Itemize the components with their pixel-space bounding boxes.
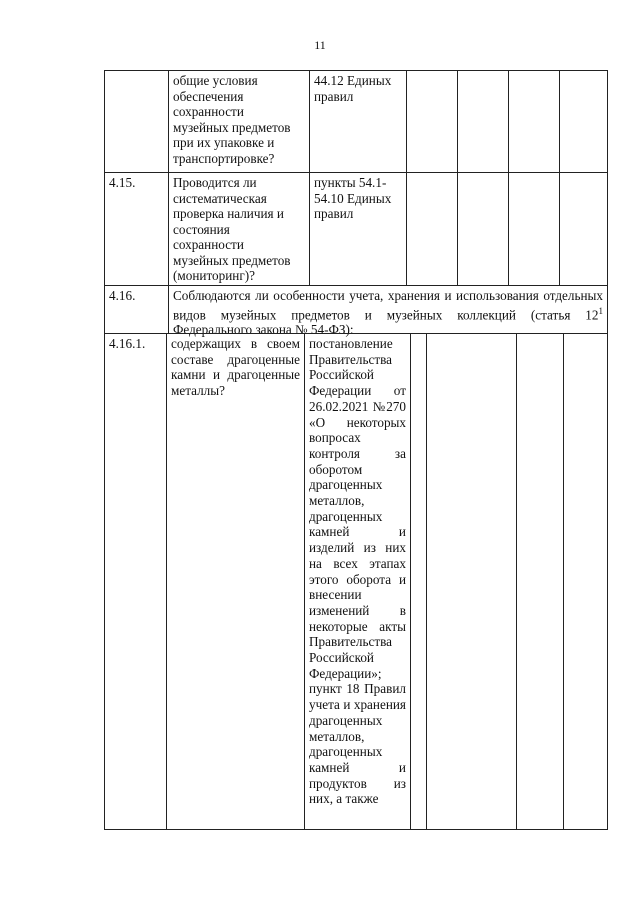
table-row xyxy=(104,333,608,830)
reference-cell: пункты 54.1- 54.10 Единых правил xyxy=(309,172,406,285)
question-text: Соблюдаются ли особенности учета, хранения и использования отдельных видов музейных предметов и музейных коллекций (статья 12 xyxy=(173,288,603,322)
notes-cell xyxy=(563,333,608,830)
answer-cell xyxy=(516,333,563,830)
answer-cell xyxy=(508,172,559,285)
question-cell: общие условия обеспечения сохранности музейных предметов при их упаковке и транспортировке? xyxy=(168,70,309,172)
answer-cell xyxy=(457,172,508,285)
table-row xyxy=(104,285,608,338)
notes-cell xyxy=(559,172,608,285)
answer-cell xyxy=(406,172,457,285)
item-number-cell: 4.16. xyxy=(104,285,168,333)
notes-cell xyxy=(559,70,608,172)
page-number: 11 xyxy=(314,38,326,52)
question-text-end: Федерального закона № 54-ФЗ): xyxy=(173,322,354,338)
article-superscript: 1 xyxy=(598,305,603,316)
section-heading-cell xyxy=(168,285,608,338)
item-number-cell: 4.16.1. xyxy=(104,333,166,830)
answer-cell xyxy=(410,333,426,830)
answer-cell xyxy=(426,333,516,830)
answer-cell xyxy=(406,70,457,172)
reference-cell: 44.12 Единых правил xyxy=(309,70,406,172)
item-number-cell: 4.15. xyxy=(104,172,168,285)
item-number-cell xyxy=(104,70,168,172)
reference-cell: постановление Правительства Российской Федерации от 26.02.2021 №270 «О некоторых вопросах контроля за оборотом драгоценных металлов, драгоценных камней и изделий из них на всех этапах этого оборота и внесении изменений в некоторые акты Правительства Российской Федерации»; пункт 18 Правил учета и хранения драгоценных металлов, драгоценных камней и продуктов из них, а также xyxy=(304,333,410,830)
answer-cell xyxy=(508,70,559,172)
answer-cell xyxy=(457,70,508,172)
table-row xyxy=(104,172,608,285)
table-row xyxy=(104,70,608,172)
question-cell: Проводится ли систематическая проверка наличия и состояния сохранности музейных предметов (мониторинг)? xyxy=(168,172,309,285)
question-cell: содержащих в своем составе драгоценные камни и драгоценные металлы? xyxy=(166,333,304,830)
